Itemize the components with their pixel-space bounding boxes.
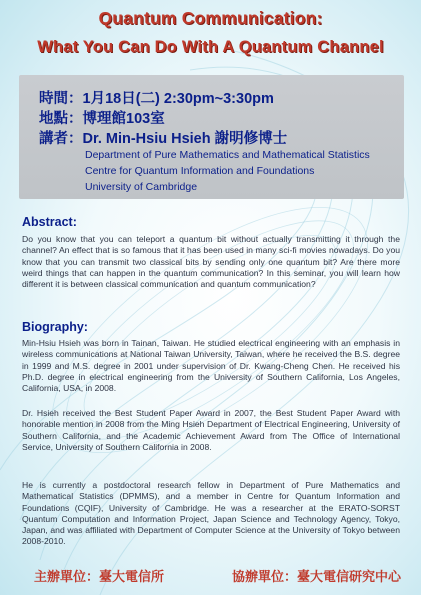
poster-title-line-1: Quantum Communication: (98, 8, 323, 28)
abstract-heading: Abstract: (22, 215, 77, 229)
poster-title-line-2: What You Can Do With A Quantum Channel (37, 38, 384, 56)
footer-organizer: 主辦單位：臺大電信所 (34, 569, 165, 584)
speaker-affiliation-university: University of Cambridge (85, 181, 198, 193)
biography-paragraph-3: He is currently a postdoctoral research fellow in Department of Pure Mathematics and Mathematical Statistics (DPMMS), and a member in Centre for Quantum Information and Foundations (CQIF), University of Cambridge. He was a researcher at the ERATO-SORST Quantum Computation and Information Project, Japan Science and Technology Agency, Tokyo, Japan, and was affiliated with Department of Computer Science at the University of Tokyo between 2008-2010. (22, 480, 400, 547)
biography-heading: Biography: (22, 320, 88, 334)
speaker-affiliation-centre: Centre for Quantum Information and Foundations (85, 165, 315, 177)
abstract-text: Do you know that you can teleport a quantum bit without actually transmitting it through the channel? An effect that is so famous that it has been used in many sci-fi movies nowadays. Do you know that you can transmit two classical bits by sending only one quantum bit? Are there more weird things that can happen in the quantum communication? In this seminar, you will learn how different it is between classical communication and quantum communication? (22, 234, 400, 290)
event-location: 地點：博理館103室 (39, 111, 165, 127)
biography-paragraph-1: Min-Hsiu Hsieh was born in Tainan, Taiwan. He studied electrical engineering with an emphasis in wireless communications at National Taiwan University, Taiwan, where he received the B.S. degree in 1999 and M.S. degree in 2001 under supervision of Dr. Kwang-Cheng Chen. He received his Ph.D. degree in electrical engineering from the University of Southern California, Los Angeles, California, USA, in 2008. (22, 338, 400, 394)
event-time: 時間：1月18日(二) 2:30pm~3:30pm (39, 91, 274, 107)
speaker-affiliation-department: Department of Pure Mathematics and Mathematical Statistics (85, 149, 370, 161)
event-info-box (19, 75, 404, 199)
footer-co-organizer: 協辦單位：臺大電信研究中心 (232, 569, 402, 584)
event-speaker: 講者：Dr. Min-Hsiu Hsieh 謝明修博士 (39, 131, 288, 147)
biography-paragraph-2: Dr. Hsieh received the Best Student Paper Award in 2007, the Best Student Paper Award with honorable mention in 2008 from the Ming Hsieh Department of Electrical Engineering, University of Southern California, and the Academic Achievement Award from The Office of International Service, University of Southern California in 2008. (22, 408, 400, 452)
